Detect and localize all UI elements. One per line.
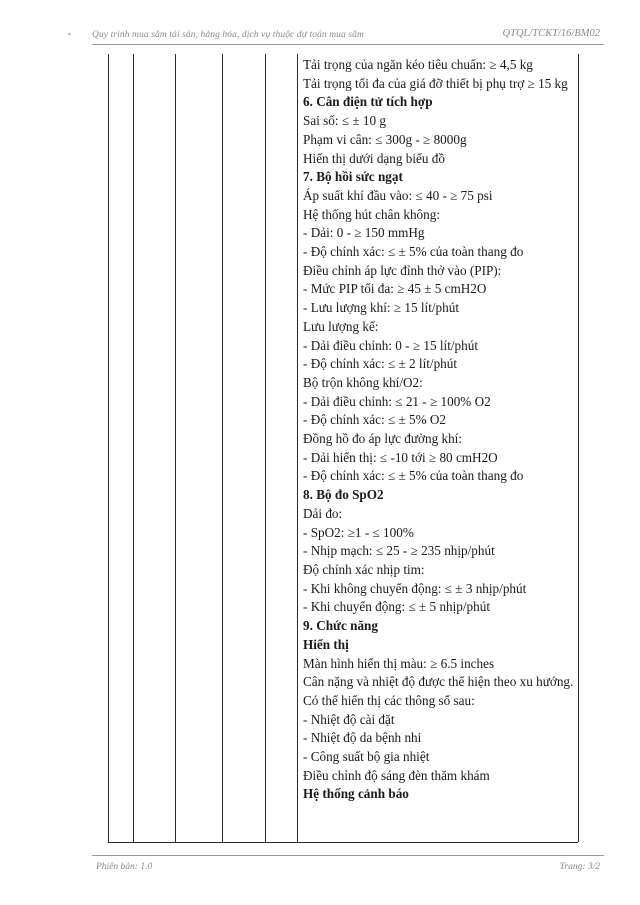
- spec-line: Màn hình hiển thị màu: ≥ 6.5 inches: [303, 655, 495, 671]
- spec-line: Áp suất khí đầu vào: ≤ 40 - ≥ 75 psi: [303, 187, 493, 203]
- spec-line: - Độ chính xác: ≤ ± 2 lít/phút: [303, 356, 458, 372]
- section-heading: 9. Chức năng: [303, 618, 378, 634]
- table-border-left: [108, 54, 109, 842]
- table-column-divider: [222, 54, 223, 842]
- spec-line: Bộ trộn không khí/O2:: [303, 374, 423, 390]
- spec-line: Dải đo:: [303, 505, 343, 521]
- spec-line: Đồng hồ đo áp lực đường khí:: [303, 431, 462, 447]
- spec-line: - Nhiệt độ cài đặt: [303, 711, 395, 727]
- spec-line: - Dải điều chỉnh: 0 - ≥ 15 lít/phút: [303, 337, 478, 353]
- footer-rule: [92, 855, 604, 856]
- spec-line: - Độ chính xác: ≤ ± 5% O2: [303, 412, 447, 428]
- spec-line: - Khi không chuyển động: ≤ ± 3 nhịp/phút: [303, 580, 527, 596]
- spec-line: - Lưu lượng khí: ≥ 15 lít/phút: [303, 300, 459, 316]
- spec-line: Lưu lượng kế:: [303, 318, 379, 334]
- spec-line: - Khi chuyển động: ≤ ± 5 nhịp/phút: [303, 599, 490, 615]
- header-title: Quy trình mua sắm tài sản, hàng hóa, dịch vụ thuộc dự toán mua sắm: [92, 30, 364, 40]
- spec-line: Hệ thống hút chân không:: [303, 206, 440, 222]
- footer-version: Phiên bản: 1.0: [96, 862, 153, 872]
- spec-line: Có thể hiển thị các thông số sau:: [303, 692, 475, 708]
- spec-line: Điều chỉnh áp lực đỉnh thở vào (PIP):: [303, 262, 502, 278]
- spec-line: - Công suất bộ gia nhiệt: [303, 749, 430, 765]
- table-column-divider: [175, 54, 176, 842]
- spec-line: - Nhịp mạch: ≤ 25 - ≥ 235 nhịp/phút: [303, 543, 495, 559]
- header-mark: •: [68, 30, 71, 39]
- spec-line: Độ chính xác nhịp tim:: [303, 561, 425, 577]
- spec-line: Cân nặng và nhiệt độ được thể hiện theo xu hướng.: [303, 674, 574, 690]
- spec-line: - Mức PIP tối đa: ≥ 45 ± 5 cmH2O: [303, 281, 487, 297]
- spec-line: Phạm vi cân: ≤ 300g - ≥ 8000g: [303, 131, 467, 147]
- spec-line: Hiển thị dưới dạng biểu đồ: [303, 150, 445, 166]
- spec-line: - Dải hiển thị: ≤ -10 tới ≥ 80 cmH2O: [303, 449, 498, 465]
- header-rule: [92, 44, 604, 45]
- table-column-divider: [133, 54, 134, 842]
- table-bottom-border: [108, 842, 578, 843]
- section-heading: 7. Bộ hồi sức ngạt: [303, 169, 403, 185]
- spec-line: - Nhiệt độ da bệnh nhi: [303, 730, 422, 746]
- specification-cell: [303, 56, 577, 804]
- section-heading: Hệ thống cảnh báo: [303, 786, 409, 802]
- section-heading: 6. Cân điện tử tích hợp: [303, 94, 433, 110]
- section-heading: Hiển thị: [303, 636, 349, 652]
- spec-line: Điều chỉnh độ sáng đèn thăm khám: [303, 767, 490, 783]
- header-code: QTQL/TCKT/16/BM02: [502, 28, 600, 39]
- spec-line: - Độ chính xác: ≤ ± 5% của toàn thang đo: [303, 468, 524, 484]
- spec-line: - Độ chính xác: ≤ ± 5% của toàn thang đo: [303, 244, 524, 260]
- spec-line: - SpO2: ≥1 - ≤ 100%: [303, 524, 414, 540]
- spec-line: Tải trọng tối đa của giá đỡ thiết bị phụ trợ ≥ 15 kg: [303, 75, 568, 91]
- spec-line: - Dải điều chỉnh: ≤ 21 - ≥ 100% O2: [303, 393, 491, 409]
- section-heading: 8. Bộ đo SpO2: [303, 487, 384, 503]
- footer-page: Trang: 3/2: [559, 862, 600, 872]
- spec-line: Tải trọng của ngăn kéo tiêu chuẩn: ≥ 4,5 kg: [303, 57, 533, 72]
- table-column-divider: [297, 54, 298, 842]
- table-border-right: [578, 54, 579, 842]
- table-column-divider: [265, 54, 266, 842]
- spec-line: - Dải: 0 - ≥ 150 mmHg: [303, 225, 425, 241]
- spec-line: Sai số: ≤ ± 10 g: [303, 113, 386, 129]
